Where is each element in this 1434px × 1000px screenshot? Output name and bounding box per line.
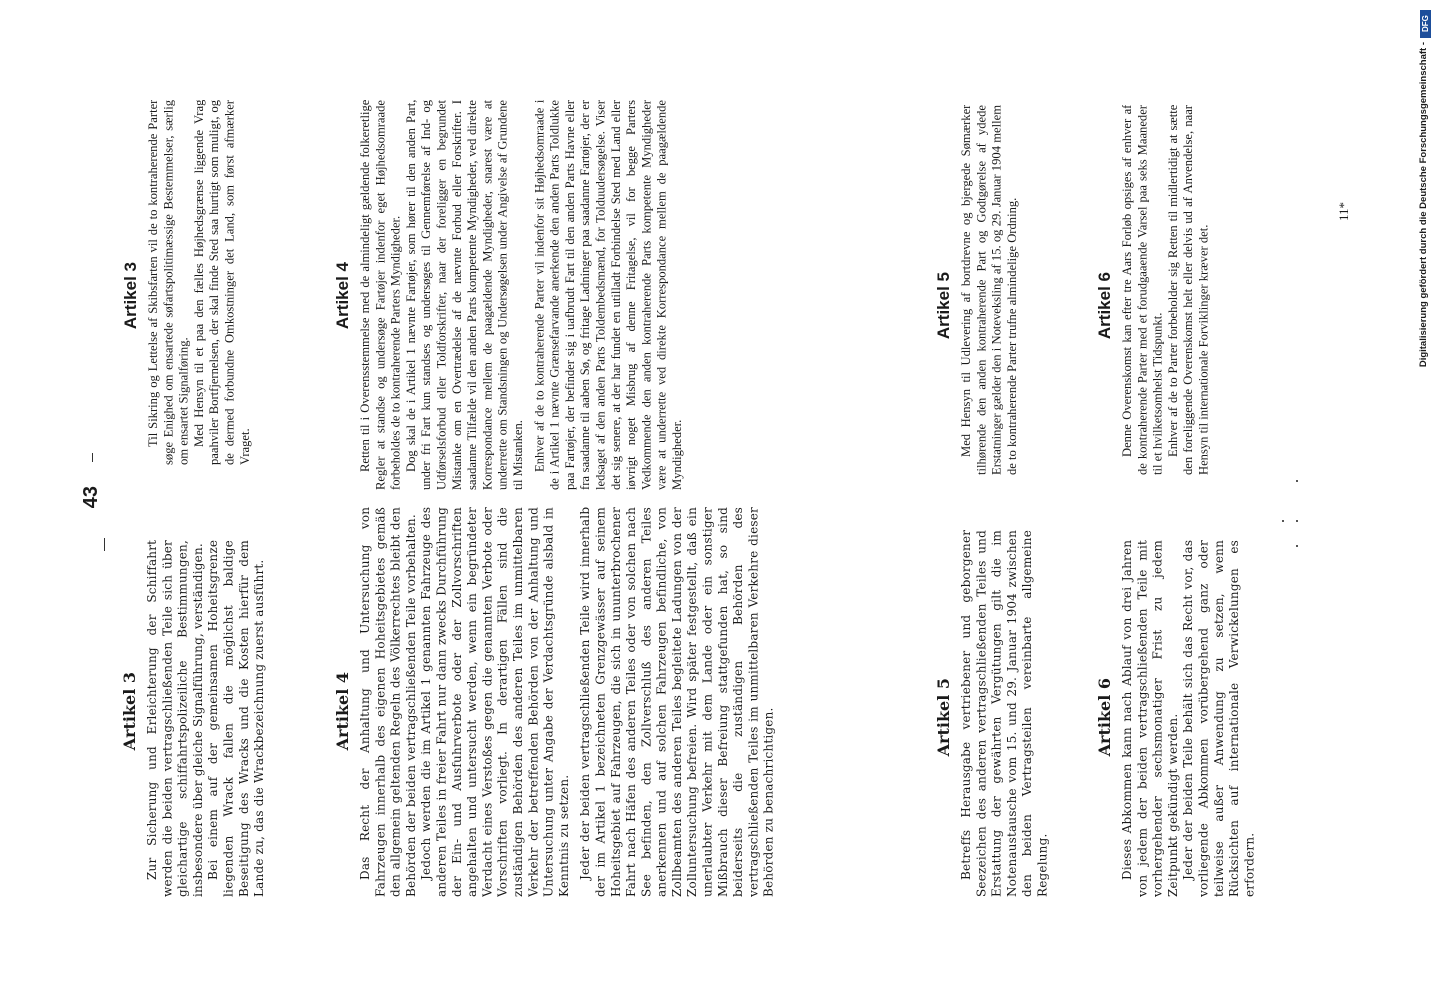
danish-art3-p1: Til Sikring og Lettelse af Skibsfarten vil de to kontraherende Parter søge Enighed om ensartede søfartspolitimæssige Bestemmelser, særlig om ensartet Signalføring. [146,100,191,465]
danish-art4-heading: Artikel 4 [333,262,352,330]
dfg-logo: DFG [1420,10,1431,38]
german-art4-p3: Jeder der beiden vertragschließenden Teile wird innerhalb der im Artikel 1 bezeichneten Grenzgewässer auf seinem Hoheitsgebiet auf Fahrzeugen, die sich in ununterbrochener Fahrt nach Häfen des anderen Teiles oder von solchen nach See befinden, den Zollverschluß des anderen Teiles anerkennen und auf solchen Fahrzeugen befindliche, von Zollbeamten des anderen Teiles begleitete Ladungen von der Zolluntersuchung befreien. Wird später festgestellt, daß ein unerlaubter Verkehr mit dem Lande oder ein sonstiger Mißbrauch dieser Befreiung stattgefunden hat, so sind beiderseits die zuständigen Behörden des vertragschließenden Teiles im unmittelbaren Verkehre dieser Behörden zu benachrichtigen. [578,507,776,897]
german-art6-heading: Artikel 6 [1095,678,1114,757]
danish-art5-heading: Artikel 5 [934,272,953,340]
danish-art4-p1: Retten til i Overensstemmelse med de almindeligt gældende folkeretlige Regler at standse og undersøge Fartøjer indenfor eget Højhedsomraade forbeholdes de to kontraherende Parters Myndigheder. [358,100,403,490]
german-art3-p2: Bei einem auf der gemeinsamen Hoheitsgrenze liegenden Wrack fallen die möglichst baldige Beseitigung des Wracks und die Kosten hierfür dem Lande zu, das die Wrackbezeichnung zuerst ausführt. [206,540,267,897]
scan-speck [1282,520,1284,522]
danish-art5-p1: Med Hensyn til Udlevering af bortdrevne og bjergede Sømærker tilhørende den anden kontraherende Part og Godtgørelse af ydede Erstatninger gælder den i Noteveksling af 15. og 29. Januar 1904 mellem de to kontraherende Parter trufne almindelige Ordning. [959,105,1019,475]
page-number-dash-bottom [92,453,93,462]
german-art5-p1: Betreffs Herausgabe vertriebener und geborgener Seezeichen des anderen vertragschließenden Teiles und Erstattung der gewährten Vergütungen gilt die im Notenaustausche vom 15. und 29. Januar 1904 zwischen den beiden Vertragsteilen vereinbarte allgemeine Regelung. [959,530,1050,897]
german-art6-p2: Jeder der beiden Teile behält sich das Recht vor, das vorliegende Abkommen vorübergehend ganz oder teilweise außer Anwendung zu setzen, wenn Rücksichten auf internationale Verwickelungen es erfordern. [1181,540,1257,897]
german-art3-p1: Zur Sicherung und Erleichterung der Schiffahrt werden die beiden vertragschließenden Teile sich über gleichartige schiffahrtspolizeiliche Bestimmungen, insbesondere über gleiche Signalführung, verständigen. [145,540,205,897]
page-number-dash-top [104,538,105,551]
danish-art6-body [1120,105,1272,475]
german-art5-heading: Artikel 5 [934,678,953,757]
danish-art6-p1: Denne Overenskomst kan efter tre Aars Forløb opsiges af enhver af de kontraherende Parter med et forudgaaende Varsel paa seks Maaneder til et hvilketsomhelst Tidspunkt. [1120,105,1165,475]
danish-art6-p2: Enhver af de to Parter forbeholder sig Retten til midlertidigt at sætte den foreliggende Overenskomst helt eller delvis ud af Anvendelse, naar Hensyn til internationale Forviklinger kræver det. [1165,105,1211,475]
german-art6-body [1120,540,1270,897]
danish-art4-body [358,100,912,490]
german-art3-heading: Artikel 3 [120,672,139,751]
danish-art4-p3: Enhver af de to kontraherende Parter vil indenfor sit Højhedsomraade i de i Artikel 1 nævnte Grænsefarvande anerkende den anden Parts Toldlukke paa Fartøjer, der befinder sig i uafbrudt Fart til den anden Parts Havne eller fra saadanne til aaben Sø, og fritage Ladninger paa saadanne Fartøjer, der er ledsaget af den anden Parts Toldembedsmænd, for Tolduudersøgelse. Viser det sig senere, at der har fundet en utilladt Forbindelse Sted med Land eller iøvrigt noget Misbrug af denne Fritagelse, vil for begge Parters Vedkommende den anden kontraherende Parts kompetente Myndigheder være at underrette ved direkte Korrespondance mellem de paagældende Myndigheder. [532,100,684,490]
page-number: 43 [80,486,102,509]
german-art4-p1: Das Recht der Anhaltung und Untersuchung von Fahrzeugen innerhalb des eigenen Hoheitsgebietes gemäß den allgemein geltenden Regeln des Völkerrechtes bleibt den Behörden der beiden vertragschließenden Teile vorbehalten. [358,507,418,897]
german-art4-p2: Jedoch werden die im Artikel 1 genannten Fahrzeuge des anderen Teiles in freier Fahrt nur dann zwecks Durchführung der Ein- und Ausfuhrverbote oder der Zollvorschriften angehalten und untersucht werden, wenn ein begründeter Verdacht eines Verstoßes gegen die genannten Verbote oder Vorschriften vorliegt. In derartigen Fällen sind die zuständigen Behörden des anderen Teiles im unmittelbaren Verkehr der betreffenden Behörden von der Anhaltung und Untersuchung unter Angabe der Verdachtsgründe alsbald in Kenntnis zu setzen. [419,507,571,897]
scan-speck [1296,545,1298,547]
danish-art6-heading: Artikel 6 [1095,272,1114,340]
danish-art4-p2: Dog skal de i Artikel 1 nævnte Fartøjer, som hører til den anden Part, under fri Fart kun standses og undersøges til Gennemførelse af Ind- og Udførselsforbud eller Toldforskrifter, naar der foreligger en begrundet Mistanke om en Overtrædelse af de nævnte Forbud eller Forskrifter. I saadanne Tilfælde vil den anden Parts kompetente Myndigheder, ved direkte Korrespondance mellem de paagældende Myndigheder, snarest være at underrette om Standsningen og Undersøgelsen under Angivelse af Grundene til Mistanken. [403,100,525,490]
german-art4-heading: Artikel 4 [333,672,352,751]
signature-mark: 11* [1336,202,1351,222]
danish-art3-heading: Artikel 3 [121,262,140,330]
danish-art3-p2: Med Hensyn til et paa den fælles Højhedsgrænse liggende Vrag paahviler Bortfjernelsen, der skal finde Sted saa hurtigt som muligt, og de dermed forbundne Omkostninger det Land, som først afmærker Vraget. [191,100,252,465]
scan-speck [1296,480,1298,482]
german-art4-body [358,507,905,897]
scan-speck [1296,520,1298,522]
danish-art3-body [146,100,294,465]
german-art6-p1: Dieses Abkommen kann nach Ablauf von drei Jahren von jedem der beiden vertragschließenden Teile mit vorhergehender sechsmonatiger Frist zu jedem Zeitpunkt gekündigt werden. [1120,540,1180,897]
german-art3-body [145,540,290,897]
german-art5-body [959,530,1054,897]
digitization-credit: Digitalisierung gefördert durch die Deutsche Forschungsgemeinschaft - [1418,42,1429,368]
danish-art5-body [959,105,1059,475]
